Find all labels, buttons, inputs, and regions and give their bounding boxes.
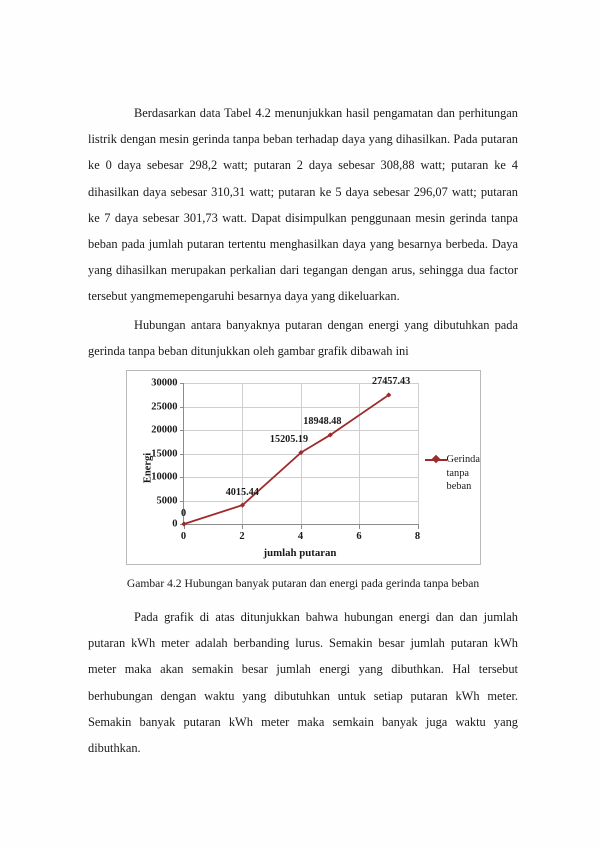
data-point-label: 27457.43 xyxy=(372,376,411,388)
legend-line-marker-icon xyxy=(425,453,447,466)
data-point-label: 18948.48 xyxy=(303,416,342,428)
x-tick-mark xyxy=(359,524,360,529)
y-tick-label: 5000 xyxy=(156,495,178,507)
y-tick-label: 20000 xyxy=(151,424,178,436)
data-point-label: 0 xyxy=(180,508,187,520)
y-tick-label: 25000 xyxy=(151,401,178,413)
x-tick-label: 8 xyxy=(414,531,421,543)
energy-line-chart xyxy=(126,370,481,565)
legend-entry-label: Gerinda tanpa beban xyxy=(446,454,480,493)
chart-series-gerinda-tanpa-beban xyxy=(184,383,418,524)
x-tick-mark xyxy=(418,524,419,529)
x-tick-label: 4 xyxy=(297,531,304,543)
x-tick-mark xyxy=(301,524,302,529)
chart-legend xyxy=(425,453,481,494)
data-point-marker xyxy=(181,521,186,526)
chart-x-axis-title: jumlah putaran xyxy=(263,547,337,560)
y-tick-label: 15000 xyxy=(151,448,178,460)
paragraph-one: Berdasarkan data Tabel 4.2 menunjukkan hasil pengamatan dan perhitungan listrik dengan mesin gerinda tanpa beban terhadap daya yang dihasilkan. Pada putaran ke 0 daya sebesar 298,2 watt; putaran 2 daya sebesar 308,88 watt; putaran ke 4 dihasilkan daya sebesar 310,31 watt; putaran ke 5 daya sebesar 296,07 watt; putaran ke 7 daya sebesar 301,73 watt. Dapat disimpulkan penggunaan mesin gerinda tanpa beban pada jumlah putaran tertentu menghasilkan daya yang besarnya berbeda. Daya yang dihasilkan merupakan perkalian dari tegangan dengan arus, sehingga dua factor tersebut yangmemepengaruhi besarnya daya yang dikeluarkan. xyxy=(88,106,518,304)
y-tick-label: 10000 xyxy=(151,471,178,483)
x-tick-label: 6 xyxy=(356,531,362,543)
gridline-vertical xyxy=(418,383,419,524)
chart-plot-area xyxy=(151,376,421,543)
y-tick-label: 30000 xyxy=(151,377,178,389)
x-tick-label: 0 xyxy=(180,531,187,543)
y-tick-label: 0 xyxy=(172,518,178,530)
paragraph-three: Pada grafik di atas ditunjukkan bahwa hubungan energi dan dan jumlah putaran kWh meter adalah berbanding lurus. Semakin besar jumlah putaran kWh meter maka akan semakin besar jumlah energi yang dibuthkan. Hal tersebut berhubungan dengan waktu yang dibutuhkan untuk setiap putaran kWh meter. Semakin banyak putaran kWh meter maka semkain banyak juga waktu yang dibuthkan. xyxy=(88,610,518,756)
x-tick-label: 2 xyxy=(239,531,245,543)
data-point-label: 15205.19 xyxy=(269,434,309,446)
data-point-label: 4015.44 xyxy=(225,487,259,499)
paragraph-two: Hubungan antara banyaknya putaran dengan energi yang dibutuhkan pada gerinda tanpa beban ditunjukkan oleh gambar grafik dibawah ini xyxy=(88,317,518,358)
figure-caption: Gambar 4.2 Hubungan banyak putaran dan energi pada gerinda tanpa beban xyxy=(126,577,480,591)
figure-container xyxy=(88,370,518,565)
page-content xyxy=(88,100,518,761)
chart-y-axis-title: Energi xyxy=(142,452,154,483)
x-tick-mark xyxy=(242,524,243,529)
